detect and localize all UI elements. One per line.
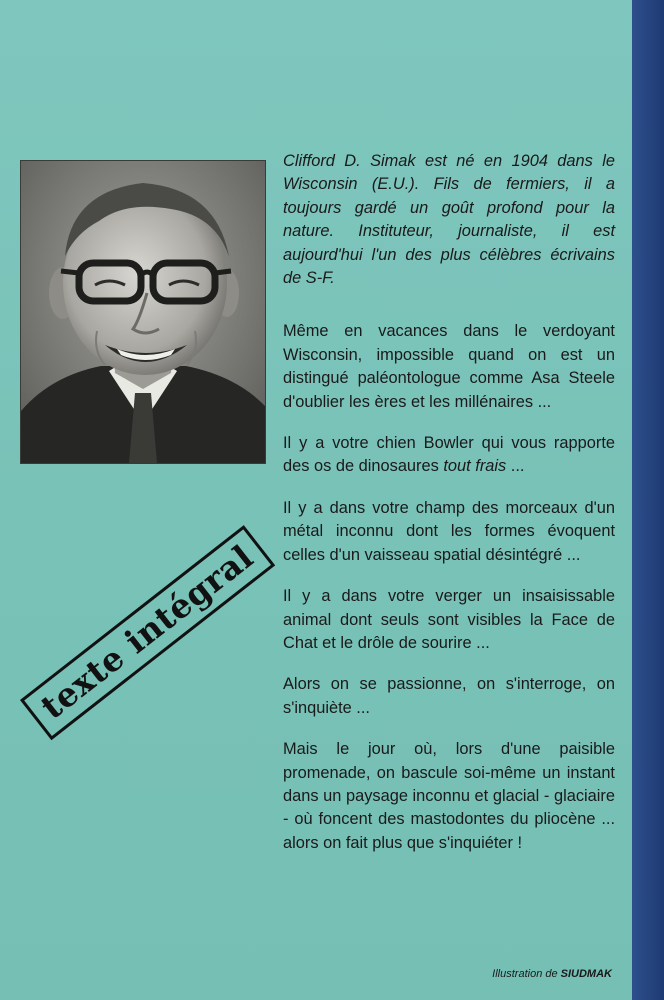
author-photo	[20, 160, 266, 464]
blurb-paragraph-4: Il y a dans votre verger un insaisissable animal dont seuls sont visibles la Face de Chat et le drôle de sourire ...	[283, 587, 615, 652]
book-spine-edge	[632, 0, 664, 1000]
blurb-paragraph-2: Il y a votre chien Bowler qui vous rapporte des os de dinosaures tout frais ...	[283, 434, 615, 476]
illustrator-name: SIUDMAK	[560, 968, 612, 980]
illustration-credit: Illustration de SIUDMAK	[492, 968, 612, 980]
texte-integral-stamp: texte intégral	[20, 525, 275, 740]
emphasis-text: tout frais	[443, 457, 507, 476]
blurb-paragraph-3: Il y a dans votre champ des morceaux d'un métal inconnu dont les formes évoquent celles d'un vaisseau spatial désintégré ...	[283, 498, 615, 564]
blurb-paragraph-6: Mais le jour où, lors d'une paisible promenade, on bascule soi-même un instant dans un paysage inconnu et glacial - glaciaire - où foncent des mastodontes du pliocène ... alors on fait plus que s'inquiéter !	[283, 740, 615, 852]
author-bio: Clifford D. Simak est né en 1904 dans le Wisconsin (E.U.). Fils de fermiers, il a toujours gardé un goût profond pour la nature. Instituteur, journaliste, il est aujourd'hui l'un des plus célèbres écrivains de S-F.	[283, 152, 615, 288]
blurb-paragraph-5: Alors on se passionne, on s'interroge, on s'inquiète ...	[283, 675, 615, 717]
back-cover-text	[283, 150, 615, 873]
blurb-paragraph-1: Même en vacances dans le verdoyant Wisconsin, impossible quand on est un distingué paléontologue comme Asa Steele d'oublier les ères et les millénaires ...	[283, 322, 615, 411]
